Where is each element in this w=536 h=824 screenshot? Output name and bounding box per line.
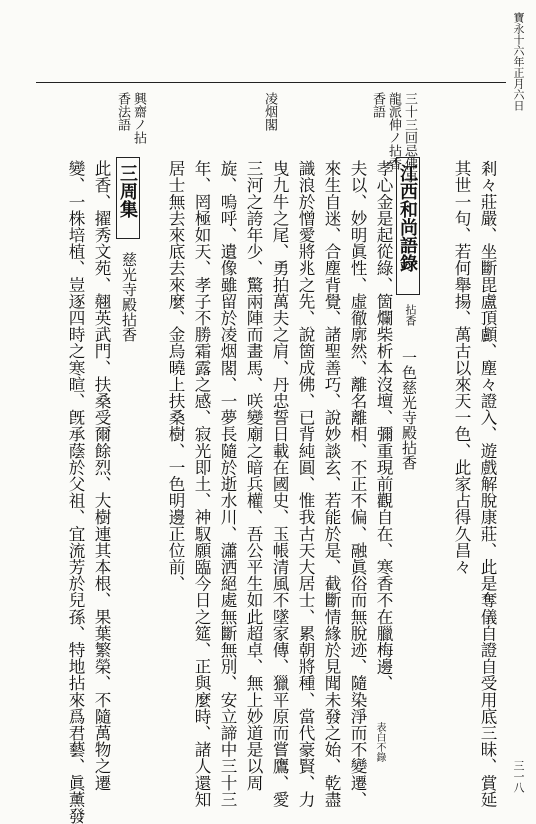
text-column-8: 曳九牛之尾、勇拍萬夫之肩、丹忠誓日載在國史、玉帳清風不墜家傳、獵平原而嘗鷹、愛: [270, 160, 289, 808]
text-column-14: 此香、擢秀文苑、翹英武門、扶桑受爾餘烈、大樹連其本根、果葉繁榮、不隨萬物之遷: [92, 160, 111, 791]
text-column-15: 變、一株培植、豈逐四時之寒暄、旣承蔭於父祖、宜流芳於兒孫、特地拈來爲君藝、眞薰發: [66, 160, 85, 824]
sanzhou-note: 慈光寺殿拈香: [120, 252, 138, 342]
date-header: 寶永十六年正月六日: [512, 12, 525, 111]
text-column-6: 來生自迷、合塵背覺、諸聖善巧、說妙談玄、若能於是、截斷情緣於見聞未發之始、乾盡: [322, 160, 341, 808]
jiangxi-heading: 江西和尚語錄: [397, 164, 418, 272]
left-caption-2: 香法語: [115, 92, 130, 131]
sanzhou-heading: 三周集: [117, 164, 138, 218]
text-column-1: 剎々莊嚴、坐斷毘盧頂顱、塵々證入、遊戲解脫康莊、此是奪儀自證自受用底三昧、賞延: [478, 160, 497, 808]
right-caption-3: 香語: [370, 92, 385, 118]
text-column-7: 識浪於憎愛將兆之先、說箇成佛、已背純圓、惟我古天大居士、累朝將種、當代豪賢、力: [296, 160, 315, 808]
offering-note-b: 一色慈光寺殿拈香: [400, 350, 418, 470]
text-column-5: 夫以、妙明眞性、虛徹廓然、離名離相、不正不偏、融眞俗而無脫迹、隨染淨而不變遷、: [348, 160, 367, 808]
offering-note-a: 拈香: [404, 304, 417, 326]
header-rule: [36, 82, 506, 83]
text-column-2: 其世一句、若何舉揚、萬古以來天一色、此家占得久昌々: [452, 160, 471, 575]
text-column-11: 年、罔極如天、孝子不勝霜露之感、寂光即土、神馭願臨今日之筵、正與麼時、諸人還知: [192, 160, 211, 808]
right-caption-1: 三十三回忌佛事: [402, 92, 417, 183]
text-column-10: 旋、嗚呼、遺像雖留於凌烟閣、一夢長隨於逝水川、瀟洒絕處無斷無別、安立諦中三十三: [218, 160, 237, 808]
page-number: 三一八: [512, 760, 525, 793]
lotus-note: 表白不錄: [374, 722, 385, 762]
right-caption-2: 龍派伸ノ拈香: [386, 92, 401, 170]
text-column-12: 居士無去來底去來麼、金烏曉上扶桑樹、一色明邊正位前、: [166, 160, 185, 592]
left-caption-1: 興齋ノ拈: [131, 92, 146, 144]
middle-caption: 凌烟閣: [262, 92, 277, 131]
text-column-4: 孝心金是起從綠、箇爛柴析本沒壇、彌重現前觀自在、寒香不在臘梅邊、: [374, 160, 393, 692]
text-column-9: 三河之誇年少、驚兩陣而畫馬、咲變廟之暗兵權、吾公平生如此超卓、無上妙道是以周: [244, 160, 263, 791]
